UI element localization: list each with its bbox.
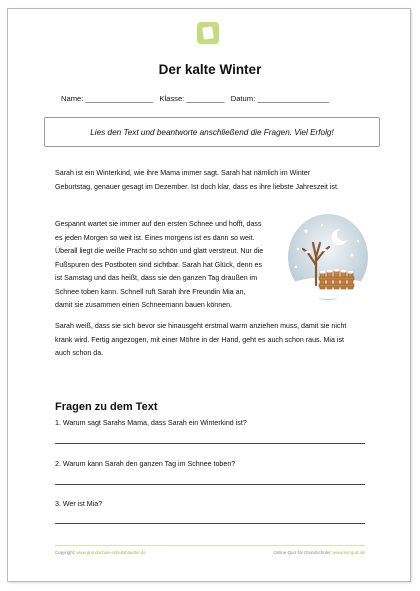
story-paragraph-3 bbox=[55, 320, 346, 361]
text-line: Fußspuren des Postboten sind sichtbar. Sarah hat Glück, denn es bbox=[55, 260, 263, 269]
footer-quiz-label: Online-Quiz für Grundschüler: bbox=[273, 550, 334, 555]
winter-scene-illustration bbox=[286, 213, 370, 305]
question-1: 1. Warum sagt Sarahs Mama, dass Sarah ein Winterkind ist? bbox=[55, 419, 247, 427]
question-3: 3. Wer ist Mia? bbox=[55, 500, 103, 508]
text-line: Überall liegt die weiße Pracht so schön und glatt verstreut. Nur die bbox=[55, 247, 264, 255]
footer-divider bbox=[55, 545, 365, 546]
logo-icon bbox=[197, 22, 219, 44]
text-line: es jeden Morgen so weit ist. Eines morgens ist es dann so weit. bbox=[55, 233, 255, 242]
footer-quiz bbox=[273, 550, 365, 555]
text-line: Geburtstag, genauer gesagt im Dezember. Ist doch klar, dass es ihre liebste Jahreszeit ist. bbox=[55, 182, 339, 191]
answer-line-3[interactable] bbox=[55, 523, 365, 524]
story-paragraph-2 bbox=[55, 218, 263, 313]
text-line: auch schon da. bbox=[55, 349, 104, 357]
questions-heading: Fragen zu dem Text bbox=[55, 401, 158, 413]
instruction-text: Lies den Text und beantworte anschließend die Fragen. Viel Erfolg! bbox=[90, 127, 334, 137]
text-line: krank wird. Fertig angezogen, mit einer Möhre in der Hand, geht es auch schon raus. Mia ist bbox=[55, 335, 345, 344]
footer-copyright-link[interactable]: www.grundschule-arbeitsblaetter.de bbox=[76, 550, 146, 555]
name-class-date-row: Name: ________________ Klasse: _________ Datum: _________________ bbox=[61, 94, 330, 103]
footer-copyright bbox=[55, 550, 146, 555]
question-2: 2. Warum kann Sarah den ganzen Tag im Schnee toben? bbox=[55, 460, 236, 468]
text-line: Sarah ist ein Winterkind, wie ihre Mama immer sagt. Sarah hat nämlich im Winter bbox=[55, 169, 311, 177]
footer-copyright-label: Copyright: bbox=[55, 550, 77, 555]
answer-line-1[interactable] bbox=[55, 443, 365, 444]
text-line: ist Samstag und das heißt, dass sie den ganzen Tag draußen im bbox=[55, 274, 258, 282]
text-line: Schnee toben kann. Schnell ruft Sarah ihre Freundin Mia an, bbox=[55, 287, 246, 296]
story-paragraph-1 bbox=[55, 167, 339, 194]
page-title: Der kalte Winter bbox=[158, 62, 262, 77]
text-line: damit sie zusammen einen Schneemann bauen können. bbox=[55, 301, 233, 309]
footer-quiz-link[interactable]: www.lernquiz.de bbox=[333, 550, 365, 555]
instruction-box bbox=[44, 117, 380, 147]
answer-line-2[interactable] bbox=[55, 484, 365, 485]
text-line: Sarah weiß, dass sie sich bevor sie hinausgeht erstmal warm anziehen muss, damit sie nicht bbox=[55, 322, 347, 330]
text-line: Gespannt wartet sie immer auf den ersten Schnee und hofft, dass bbox=[55, 220, 262, 228]
